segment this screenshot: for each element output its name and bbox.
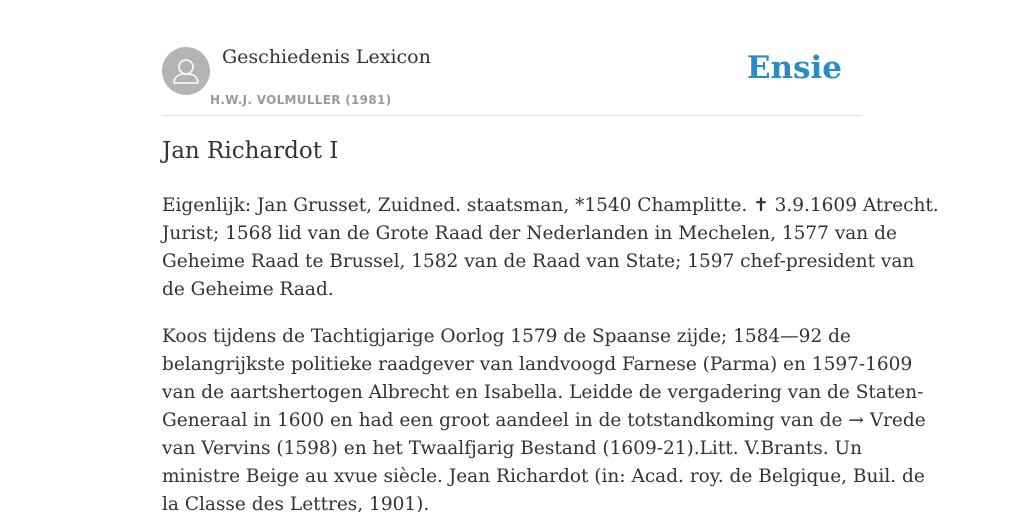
source-title[interactable]: Geschiedenis Lexicon (222, 46, 431, 68)
entry-title: Jan Richardot I (162, 138, 339, 164)
paragraph-line: Jurist; 1568 lid van de Grote Raad der Nederlanden in Mechelen, 1577 van de (162, 223, 897, 244)
paragraph-line: la Classe des Lettres, 1901). (162, 494, 430, 512)
paragraph-line: van de aartshertogen Albrecht en Isabella. Leidde de vergadering van de Staten- (162, 382, 924, 403)
user-icon (162, 47, 210, 95)
paragraph-line: belangrijkste politieke raadgever van landvoogd Farnese (Parma) en 1597-1609 (162, 354, 913, 375)
entry-paragraph-1 (162, 192, 939, 304)
paragraph-line: Geheime Raad te Brussel, 1582 van de Raad van State; 1597 chef-president van (162, 251, 915, 272)
paragraph-line: Generaal in 1600 en had een groot aandeel in de totstandkoming van de → Vrede (162, 410, 926, 431)
brand-logo[interactable]: Ensie (746, 50, 842, 86)
entry-body (162, 192, 939, 512)
page-container (162, 0, 939, 512)
paragraph-line: van Vervins (1598) en het Twaalfjarig Bestand (1609-21).Litt. V.Brants. Un (162, 438, 863, 459)
entry-paragraph-2 (162, 323, 926, 512)
paragraph-line: Eigenlijk: Jan Grusset, Zuidned. staatsman, *1540 Champlitte. ✝ 3.9.1609 Atrecht. (162, 195, 939, 216)
source-author[interactable]: H.W.J. VOLMULLER (1981) (210, 93, 392, 107)
avatar[interactable] (162, 47, 210, 95)
source-header (162, 0, 862, 116)
paragraph-line: de Geheime Raad. (162, 279, 334, 300)
paragraph-line: ministre Beige au xvue siècle. Jean Richardot (in: Acad. roy. de Belgique, Buil. de (162, 466, 925, 487)
paragraph-line: Koos tijdens de Tachtigjarige Oorlog 1579 de Spaanse zijde; 1584—92 de (162, 326, 851, 347)
